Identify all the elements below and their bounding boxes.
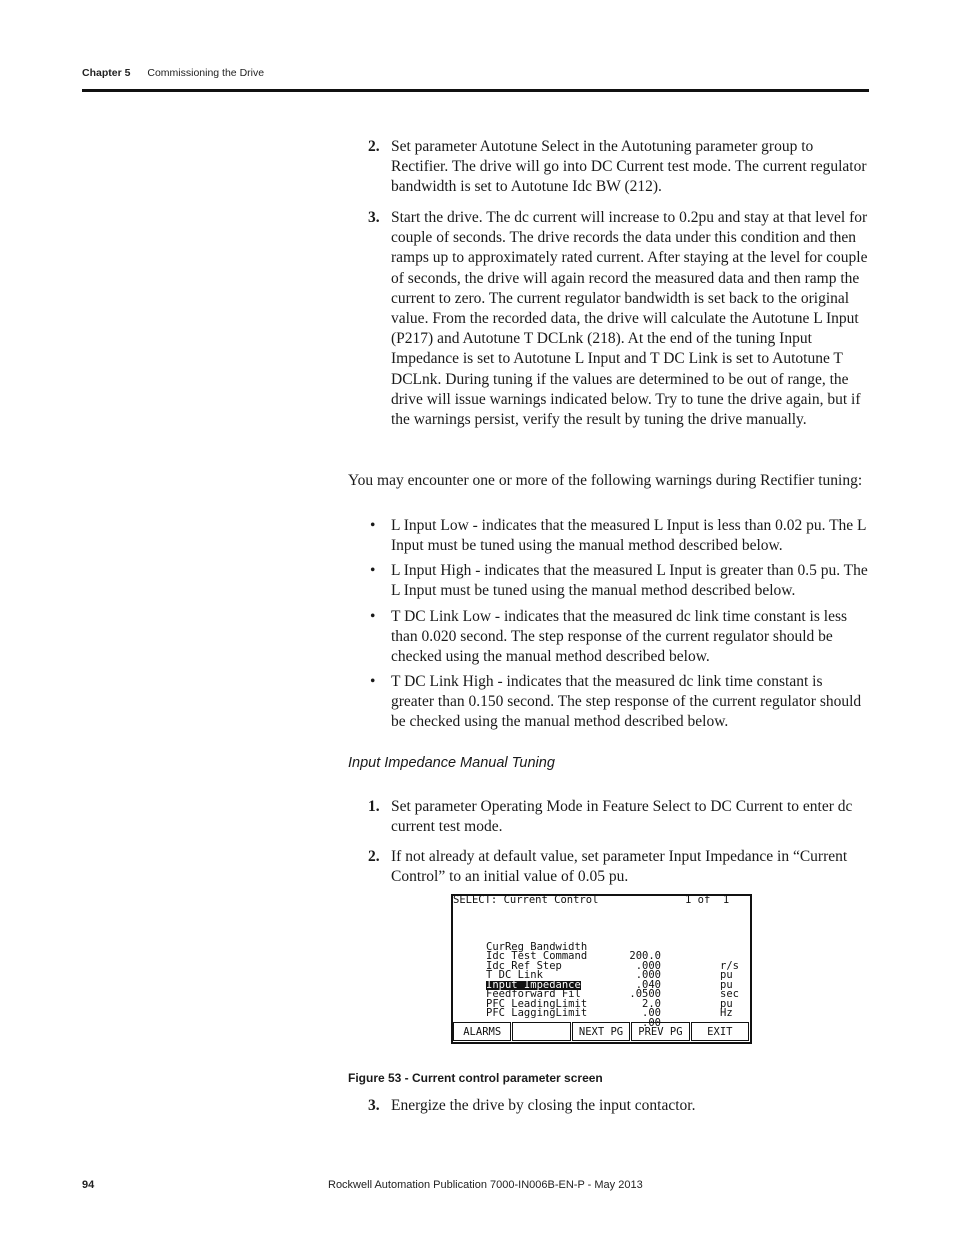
exit-button[interactable]: EXIT — [691, 1022, 749, 1041]
function-key-bar — [453, 1022, 750, 1042]
step-text: Start the drive. The dc current will increase to 0.2pu and stay at that level for couple of seconds. The drive records the data under this condition and then ramps up to approximately rated current. After staying at the level for couple of seconds, the drive will again record the measured data and then ramp the current to zero. The current regulator bandwidth is set back to the original value. From the recorded data, the drive will calculate the Autotune L Input (P217) and Autotune T DCLnk (218). At the end of the tuning Input Impedance is set to Autotune L Input and T DC Link is set to Autotune T DCLnk. During tuning if the values are determined to be out of range, the drive will issue warnings indicated below. Try to tune the drive again, but if the warnings persist, verify the result by tuning the drive manually. — [391, 209, 868, 429]
parameter-value: 2.0 — [642, 997, 661, 1010]
parameter-label: T DC Link — [486, 969, 543, 982]
parameter-label: Idc Test Command — [486, 950, 588, 963]
parameter-label: Input Impedance — [486, 978, 581, 991]
bullet-text: L Input Low - indicates that the measured L Input is less than 0.02 pu. The L Input must be tuned using the manual method described below. — [391, 517, 866, 555]
parameter-unit: sec — [720, 988, 739, 1001]
parameter-unit: pu — [720, 997, 733, 1010]
step-number: 2. — [368, 848, 380, 865]
step-number: 1. — [368, 798, 380, 815]
next-page-button[interactable]: NEXT PG — [572, 1022, 630, 1041]
page-number: 94 — [82, 1179, 95, 1191]
parameter-value: 200.0 — [629, 950, 661, 963]
screen-title: SELECT: Current Control — [453, 894, 599, 906]
publication-info: Rockwell Automation Publication 7000-IN006B-EN-P - May 2013 — [328, 1179, 643, 1191]
page-header — [82, 67, 264, 79]
parameter-label: Idc Ref Step — [486, 959, 562, 972]
parameter-unit: r/s — [720, 959, 739, 972]
section-subheading: Input Impedance Manual Tuning — [348, 755, 555, 771]
parameter-value: .000 — [635, 959, 661, 972]
bullet-text: L Input High - indicates that the measured L Input is greater than 0.5 pu. The L Input must be tuned using the manual method described below. — [391, 562, 868, 600]
step-number: 3. — [368, 1097, 380, 1114]
parameter-label: PFC LaggingLimit — [486, 1007, 588, 1020]
step-text: Set parameter Operating Mode in Feature Select to DC Current to enter dc current test mode. — [391, 798, 853, 836]
step-text: Set parameter Autotune Select in the Autotuning parameter group to Rectifier. The drive will go into DC Current test mode. The current regulator bandwidth is set to Autotune Idc BW (212). — [391, 138, 867, 196]
header-rule — [82, 89, 869, 92]
parameter-label: Feedforward Fil — [486, 988, 581, 1001]
step-text: Energize the drive by closing the input contactor. — [391, 1097, 696, 1114]
bullet-text: T DC Link High - indicates that the measured dc link time constant is greater than 0.150 second. The step response of the current regulator should be checked using the manual method described below. — [391, 673, 862, 731]
blank-function-key[interactable] — [512, 1022, 570, 1041]
parameter-value: .00 — [642, 1007, 661, 1020]
warnings-intro: You may encounter one or more of the following warnings during Rectifier tuning: — [348, 472, 863, 489]
parameter-label: CurReg Bandwidth — [486, 940, 588, 953]
figure-caption: Figure 53 - Current control parameter screen — [348, 1071, 603, 1085]
parameter-value: .000 — [635, 969, 661, 982]
bullet-marker: • — [370, 517, 376, 534]
parameter-unit: pu — [720, 978, 733, 991]
terminal-screen — [451, 894, 752, 1044]
parameter-value: .040 — [635, 978, 661, 991]
parameter-unit: Hz — [720, 1007, 733, 1020]
step-number: 3. — [368, 209, 380, 226]
prev-page-button[interactable]: PREV PG — [631, 1022, 689, 1041]
parameter-value: .00 — [642, 1016, 661, 1029]
parameter-value: .0500 — [629, 988, 661, 1001]
step-number: 2. — [368, 138, 380, 155]
step-text: If not already at default value, set parameter Input Impedance in “Current Control” to an initial value of 0.05 pu. — [391, 848, 848, 886]
parameter-label: PFC LeadingLimit — [486, 997, 588, 1010]
bullet-text: T DC Link Low - indicates that the measured dc link time constant is less than 0.020 second. The step response of the current regulator should be checked using the manual method described below. — [391, 608, 848, 666]
bullet-marker: • — [370, 562, 376, 579]
bullet-marker: • — [370, 673, 376, 690]
chapter-label: Chapter 5 — [82, 67, 131, 79]
chapter-title: Commissioning the Drive — [147, 67, 265, 79]
screen-page-indicator: 1 of 1 — [685, 894, 730, 906]
bullet-marker: • — [370, 608, 376, 625]
parameter-unit: pu — [720, 969, 733, 982]
alarms-button[interactable]: ALARMS — [453, 1022, 511, 1041]
